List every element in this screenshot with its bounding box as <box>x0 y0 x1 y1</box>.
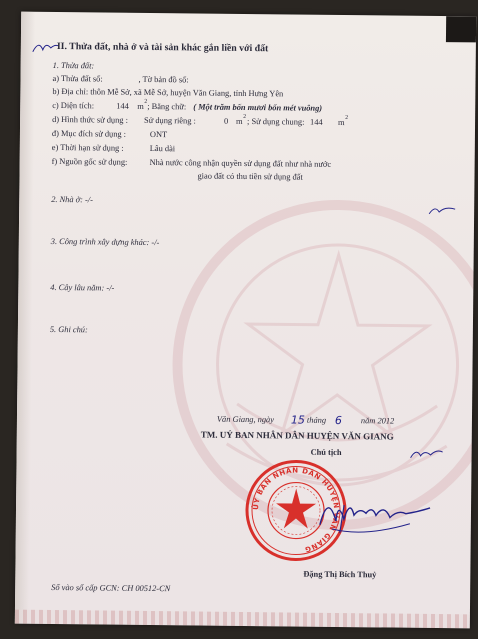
origin-label: f) Nguồn gốc sử dụng: <box>51 156 128 167</box>
area-words: ( Một trăm bốn mươi bốn mét vuông) <box>193 102 323 113</box>
section-title: II. Thửa đất, nhà ở và tài sản khác gắn liền với đất <box>56 41 269 55</box>
other-works-line: 3. Công trình xây dựng khác: -/- <box>50 236 160 248</box>
private-use-value: 0 <box>224 116 229 126</box>
handwritten-initial-mark-side <box>427 202 457 218</box>
private-use-unit-sup: 2 <box>243 113 247 120</box>
registry-number: Số vào sổ cấp GCN: CH 00512-CN <box>51 582 171 594</box>
perennial-trees-line: 4. Cây lâu năm: -/- <box>50 282 115 293</box>
handwritten-signature <box>314 485 435 546</box>
area-words-label: ; Bằng chữ: <box>147 101 187 112</box>
year-label: năm 2012 <box>360 416 395 426</box>
seal-text: ỦY BAN NHÂN DÂN HUYỆN VĂN GIANG <box>251 466 341 554</box>
private-use-label: Sử dụng riêng : <box>144 115 196 126</box>
purpose-value: ONT <box>149 129 168 140</box>
common-use-unit-sup: 2 <box>345 115 349 122</box>
land-heading: 1. Thửa đất: <box>52 60 95 71</box>
signer-name: Đặng Thị Bích Thuỷ <box>303 569 377 580</box>
common-use-unit: m <box>338 117 345 128</box>
certificate-page <box>15 12 476 629</box>
parcel-number-label: a) Thửa đất số: <box>52 73 103 84</box>
common-use-value: 144 <box>310 117 323 127</box>
origin-value-line1: Nhà nước công nhận quyền sử dụng đất như nhà nước <box>149 157 332 169</box>
address-line: b) Địa chỉ: thôn Mễ Sở, xã Mễ Sở, huyện Văn Giang, tỉnh Hưng Yên <box>52 86 284 99</box>
handwritten-day: 15 <box>290 413 306 427</box>
handwritten-initial-mark-right <box>409 446 445 462</box>
common-use-label: ; Sử dụng chung: <box>247 117 305 127</box>
private-use-unit: m <box>236 116 243 126</box>
area-unit-sup: 2 <box>144 98 148 105</box>
handwritten-month: 6 <box>334 413 343 428</box>
month-label: tháng <box>306 415 327 425</box>
page-fold-shadow <box>15 12 35 624</box>
place-date-prefix: Văn Giang, ngày <box>216 414 275 425</box>
issuing-authority: TM. UỶ BAN NHÂN DÂN HUYỆN VĂN GIANG <box>200 429 394 442</box>
purpose-label: đ) Mục đích sử dụng : <box>51 128 127 139</box>
origin-value-line2: giao đất có thu tiền sử dụng đất <box>197 171 303 182</box>
area-unit: m <box>137 101 144 111</box>
term-value: Lâu dài <box>149 143 176 154</box>
area-label: c) Diện tích: <box>52 100 95 111</box>
term-label: e) Thời hạn sử dụng : <box>51 142 124 153</box>
signer-role: Chủ tịch <box>310 447 342 458</box>
usage-form-label: d) Hình thức sử dụng : <box>52 114 128 125</box>
area-value: 144 <box>116 101 129 111</box>
notes-line: 5. Ghi chú: <box>49 324 88 335</box>
map-sheet-label: , Tờ bản đồ số: <box>138 74 189 85</box>
page-corner-shadow <box>446 16 476 42</box>
decorative-bottom-border <box>15 610 470 629</box>
house-line: 2. Nhà ở: -/- <box>51 194 93 205</box>
